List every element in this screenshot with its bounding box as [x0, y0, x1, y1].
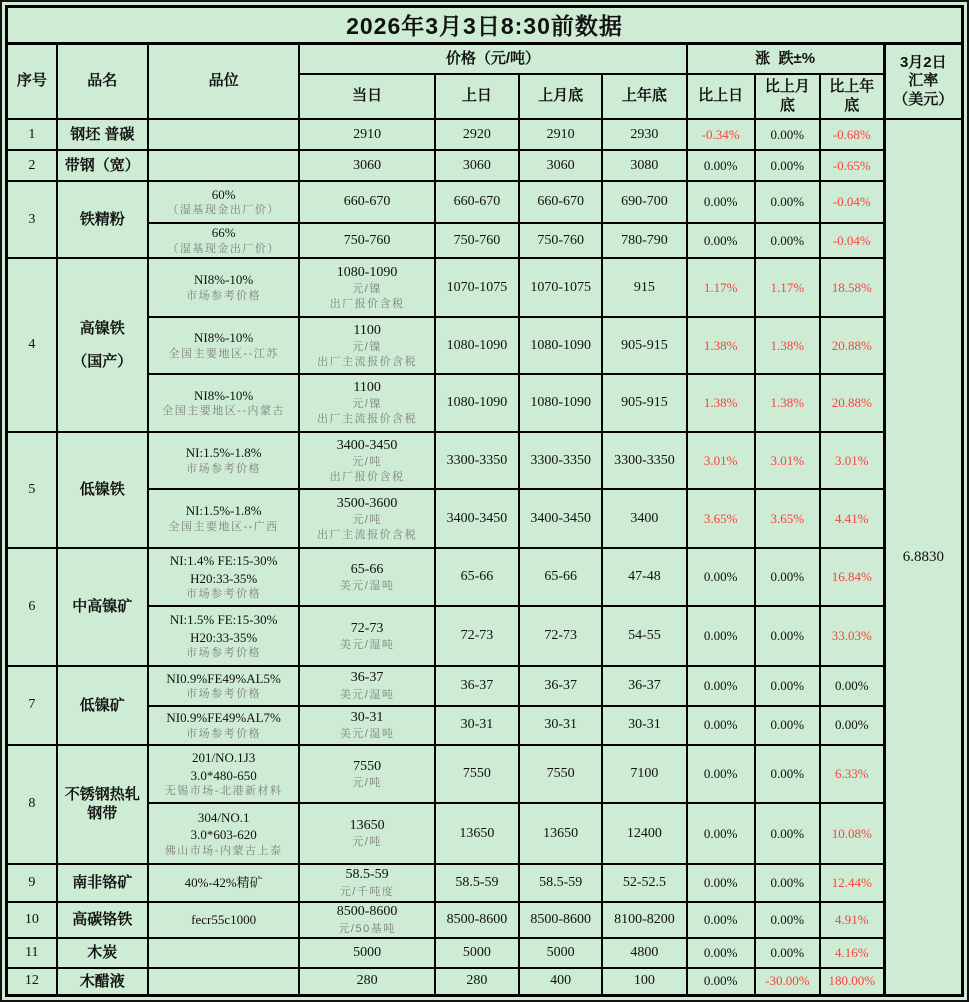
- table-row: [7, 864, 963, 902]
- price-day-cell: [299, 548, 434, 607]
- price-prev-month-cell: 400: [519, 968, 602, 996]
- price-prev-month-cell: 3060: [519, 150, 602, 181]
- price-prev-month-cell: 72-73: [519, 606, 602, 666]
- grade-main: 201/NO.1J3: [192, 750, 256, 766]
- price-main: 3500-3600: [336, 495, 398, 511]
- price-unit: 美元/湿吨: [339, 728, 395, 741]
- seq-cell: 9: [7, 864, 57, 902]
- pct-vs-day-cell: 0.00%: [687, 745, 755, 804]
- price-prev-month-cell: 660-670: [519, 181, 602, 223]
- price-day-cell: 750-760: [299, 223, 434, 258]
- pct-vs-day-cell: 0.00%: [687, 150, 755, 181]
- price-day-cell: [299, 666, 434, 706]
- price-day-cell: [299, 317, 434, 374]
- price-prev-month-cell: 13650: [519, 803, 602, 864]
- price-note: 出厂报价含税: [329, 297, 405, 310]
- price-prev-year-cell: 2930: [602, 119, 686, 150]
- seq-cell: 1: [7, 119, 57, 150]
- pct-vs-year-cell: 16.84%: [820, 548, 884, 607]
- name-cell: [57, 548, 148, 666]
- pct-vs-month-cell: 0.00%: [755, 181, 820, 223]
- grade-note: 佛山市场-内蒙古上泰: [164, 844, 283, 857]
- grade-cell: [148, 317, 299, 374]
- table-row: [7, 803, 963, 864]
- pct-vs-year-cell: 4.91%: [820, 902, 884, 938]
- grade-cell: [148, 706, 299, 745]
- price-prev-year-cell: 54-55: [602, 606, 686, 666]
- col-header-prev-day: 上日: [435, 74, 519, 119]
- grade-cell: [148, 864, 299, 902]
- grade-cell: [148, 489, 299, 548]
- name-cell: [57, 864, 148, 902]
- price-day-cell: [299, 706, 434, 745]
- table-row: [7, 902, 963, 938]
- grade-note: 全国主要地区--广西: [168, 520, 279, 533]
- pct-vs-day-cell: 0.00%: [687, 968, 755, 996]
- price-note: 出厂主流报价含税: [317, 355, 418, 368]
- seq-cell: 7: [7, 666, 57, 745]
- price-prev-year-cell: 52-52.5: [602, 864, 686, 902]
- pct-vs-year-cell: 12.44%: [820, 864, 884, 902]
- name-line: 木醋液: [79, 972, 125, 990]
- col-header-change-group: 涨 跌±%: [687, 43, 885, 74]
- price-unit: 美元/湿吨: [339, 579, 395, 592]
- price-prev-day-cell: 8500-8600: [435, 902, 519, 938]
- grade-main: NI:1.4% FE:15-30%: [169, 553, 278, 569]
- pct-vs-year-cell: 33.03%: [820, 606, 884, 666]
- price-main: 13650: [349, 818, 385, 834]
- name-line: 不锈钢热轧: [64, 785, 140, 803]
- col-header-prev-year: 上年底: [602, 74, 686, 119]
- pct-vs-month-cell: 0.00%: [755, 119, 820, 150]
- grade-note: 市场参考价格: [186, 462, 262, 475]
- table-row: [7, 548, 963, 607]
- price-prev-month-cell: 65-66: [519, 548, 602, 607]
- name-line: 铁精粉: [79, 210, 125, 228]
- price-unit: 元/千吨度: [339, 885, 395, 898]
- price-prev-month-cell: 30-31: [519, 706, 602, 745]
- price-prev-day-cell: 36-37: [435, 666, 519, 706]
- price-prev-day-cell: 750-760: [435, 223, 519, 258]
- name-line: 钢坯 普碳: [70, 126, 135, 144]
- price-prev-day-cell: 1080-1090: [435, 317, 519, 374]
- price-day-cell: [299, 745, 434, 804]
- col-header-grade: 品位: [148, 43, 299, 119]
- price-main: 1100: [353, 380, 381, 396]
- grade-cell: [148, 902, 299, 938]
- fx-header-line: 3月2日: [899, 53, 947, 71]
- price-prev-month-cell: 1080-1090: [519, 374, 602, 431]
- pct-vs-year-cell: -0.68%: [820, 119, 884, 150]
- price-prev-year-cell: 36-37: [602, 666, 686, 706]
- grade-main: H20:33-35%: [190, 570, 258, 586]
- name-line: 高镍铁: [79, 319, 125, 337]
- price-day-cell: 5000: [299, 938, 434, 968]
- price-main: 1100: [353, 322, 381, 338]
- grade-cell: [148, 548, 299, 607]
- col-header-vs-prev-year: 比上年底: [820, 74, 884, 119]
- pct-vs-year-cell: 4.16%: [820, 938, 884, 968]
- price-prev-day-cell: 3300-3350: [435, 432, 519, 489]
- price-day-cell: [299, 374, 434, 431]
- price-prev-year-cell: 4800: [602, 938, 686, 968]
- pct-vs-day-cell: 3.65%: [687, 489, 755, 548]
- name-line: 低镍矿: [79, 696, 125, 714]
- col-header-price-group: 价格（元/吨）: [299, 43, 686, 74]
- table-row: [7, 938, 963, 968]
- pct-vs-day-cell: 1.38%: [687, 374, 755, 431]
- price-prev-year-cell: 100: [602, 968, 686, 996]
- pct-vs-year-cell: -0.04%: [820, 223, 884, 258]
- table-row: [7, 706, 963, 745]
- pct-vs-year-cell: 0.00%: [820, 706, 884, 745]
- price-main: 30-31: [350, 709, 384, 725]
- grade-cell: [148, 606, 299, 666]
- pct-vs-year-cell: 4.41%: [820, 489, 884, 548]
- table-row: [7, 968, 963, 996]
- name-line: 低镍铁: [79, 481, 125, 499]
- pct-vs-month-cell: 1.38%: [755, 374, 820, 431]
- pct-vs-year-cell: 20.88%: [820, 374, 884, 431]
- pct-vs-day-cell: 0.00%: [687, 223, 755, 258]
- grade-main: NI:1.5%-1.8%: [185, 503, 262, 519]
- grade-main: NI:1.5% FE:15-30%: [169, 612, 278, 628]
- name-line: 高碳铬铁: [72, 911, 133, 929]
- price-prev-month-cell: 8500-8600: [519, 902, 602, 938]
- col-header-prev-month: 上月底: [519, 74, 602, 119]
- col-header-day: 当日: [299, 74, 434, 119]
- price-prev-day-cell: 5000: [435, 938, 519, 968]
- price-unit: 元/镍: [352, 340, 382, 353]
- pct-vs-month-cell: 3.65%: [755, 489, 820, 548]
- price-prev-year-cell: 7100: [602, 745, 686, 804]
- pct-vs-month-cell: -30.00%: [755, 968, 820, 996]
- grade-cell: [148, 258, 299, 317]
- pct-vs-day-cell: 0.00%: [687, 902, 755, 938]
- price-unit: 元/吨: [352, 455, 382, 468]
- grade-note: （湿基现金出厂价）: [167, 204, 280, 217]
- grade-cell: [148, 119, 299, 150]
- pct-vs-day-cell: 0.00%: [687, 181, 755, 223]
- price-unit: 美元/湿吨: [339, 638, 395, 651]
- col-header-seq: 序号: [7, 43, 57, 119]
- price-prev-month-cell: 750-760: [519, 223, 602, 258]
- col-header-vs-prev-day: 比上日: [687, 74, 755, 119]
- price-prev-year-cell: 8100-8200: [602, 902, 686, 938]
- price-unit: 美元/湿吨: [339, 688, 395, 701]
- seq-cell: 11: [7, 938, 57, 968]
- pct-vs-month-cell: 0.00%: [755, 938, 820, 968]
- grade-note: 无锡市场-北港新材料: [164, 785, 283, 798]
- table-row: [7, 119, 963, 150]
- seq-cell: 4: [7, 258, 57, 431]
- table-row: [7, 317, 963, 374]
- grade-cell: [148, 181, 299, 223]
- pct-vs-day-cell: 0.00%: [687, 938, 755, 968]
- seq-cell: 3: [7, 181, 57, 258]
- pct-vs-day-cell: 3.01%: [687, 432, 755, 489]
- header-row-groups: [7, 43, 963, 74]
- price-day-cell: 2910: [299, 119, 434, 150]
- price-prev-year-cell: 3400: [602, 489, 686, 548]
- price-prev-year-cell: 12400: [602, 803, 686, 864]
- price-day-cell: 280: [299, 968, 434, 996]
- price-prev-month-cell: 5000: [519, 938, 602, 968]
- pct-vs-year-cell: 10.08%: [820, 803, 884, 864]
- grade-main: 40%-42%精矿: [184, 875, 263, 891]
- price-prev-year-cell: 690-700: [602, 181, 686, 223]
- pct-vs-month-cell: 0.00%: [755, 864, 820, 902]
- price-prev-year-cell: 47-48: [602, 548, 686, 607]
- grade-main: 304/NO.1: [197, 809, 250, 825]
- grade-note: 全国主要地区--江苏: [168, 347, 279, 360]
- price-unit: 元/吨: [352, 513, 382, 526]
- pct-vs-year-cell: -0.04%: [820, 181, 884, 223]
- price-prev-year-cell: 30-31: [602, 706, 686, 745]
- price-unit: 元/吨: [352, 776, 382, 789]
- table-row: [7, 374, 963, 431]
- pct-vs-day-cell: 0.00%: [687, 864, 755, 902]
- price-prev-month-cell: 1070-1075: [519, 258, 602, 317]
- price-prev-month-cell: 36-37: [519, 666, 602, 706]
- grade-cell: [148, 432, 299, 489]
- grade-cell: [148, 745, 299, 804]
- grade-note: 全国主要地区--内蒙古: [162, 405, 286, 418]
- price-day-cell: 3060: [299, 150, 434, 181]
- name-line: （国产）: [72, 353, 133, 371]
- price-day-cell: [299, 432, 434, 489]
- price-main: 3400-3450: [336, 437, 398, 453]
- grade-cell: [148, 666, 299, 706]
- pct-vs-month-cell: 0.00%: [755, 803, 820, 864]
- price-note: 出厂报价含税: [329, 470, 405, 483]
- pct-vs-day-cell: 1.17%: [687, 258, 755, 317]
- table-row: [7, 223, 963, 258]
- grade-main: NI8%-10%: [194, 387, 254, 403]
- pct-vs-month-cell: 0.00%: [755, 150, 820, 181]
- price-main: 1080-1090: [336, 264, 398, 280]
- data-table: [5, 5, 964, 997]
- name-cell: [57, 432, 148, 548]
- title-row: [7, 7, 963, 44]
- price-note: 出厂主流报价含税: [317, 413, 418, 426]
- fx-header-line: 汇率: [908, 72, 939, 90]
- pct-vs-day-cell: 0.00%: [687, 706, 755, 745]
- price-prev-day-cell: 72-73: [435, 606, 519, 666]
- table-row: [7, 181, 963, 223]
- pct-vs-year-cell: 18.58%: [820, 258, 884, 317]
- table-row: [7, 432, 963, 489]
- price-prev-day-cell: 3400-3450: [435, 489, 519, 548]
- price-unit: 元/50基吨: [338, 922, 396, 935]
- seq-cell: 10: [7, 902, 57, 938]
- fx-header-line: （美元）: [893, 91, 954, 109]
- pct-vs-month-cell: 1.17%: [755, 258, 820, 317]
- seq-cell: 2: [7, 150, 57, 181]
- grade-cell: [148, 374, 299, 431]
- grade-main: fecr55c1000: [191, 912, 257, 928]
- pct-vs-day-cell: 0.00%: [687, 606, 755, 666]
- price-prev-day-cell: 660-670: [435, 181, 519, 223]
- name-cell: [57, 258, 148, 431]
- grade-note: 市场参考价格: [186, 688, 262, 701]
- name-cell: [57, 938, 148, 968]
- grade-cell: [148, 968, 299, 996]
- table-row: [7, 745, 963, 804]
- price-prev-day-cell: 2920: [435, 119, 519, 150]
- col-header-vs-prev-month: 比上月底: [755, 74, 820, 119]
- table-row: [7, 489, 963, 548]
- name-cell: [57, 902, 148, 938]
- pct-vs-year-cell: 180.00%: [820, 968, 884, 996]
- name-cell: [57, 666, 148, 745]
- name-cell: [57, 745, 148, 864]
- pct-vs-month-cell: 0.00%: [755, 548, 820, 607]
- price-prev-day-cell: 7550: [435, 745, 519, 804]
- price-prev-month-cell: 7550: [519, 745, 602, 804]
- grade-main: H20:33-35%: [190, 629, 258, 645]
- price-prev-day-cell: 280: [435, 968, 519, 996]
- seq-cell: 8: [7, 745, 57, 864]
- price-prev-day-cell: 13650: [435, 803, 519, 864]
- grade-main: 66%: [211, 225, 236, 241]
- grade-main: NI8%-10%: [194, 272, 254, 288]
- price-main: 58.5-59: [345, 867, 389, 883]
- pct-vs-month-cell: 0.00%: [755, 902, 820, 938]
- pct-vs-year-cell: 3.01%: [820, 432, 884, 489]
- page-title: 2026年3月3日8:30前数据: [7, 7, 963, 44]
- name-cell: [57, 968, 148, 996]
- pct-vs-month-cell: 0.00%: [755, 706, 820, 745]
- price-prev-year-cell: 905-915: [602, 317, 686, 374]
- grade-cell: [148, 223, 299, 258]
- table-row: [7, 258, 963, 317]
- seq-cell: 6: [7, 548, 57, 666]
- pct-vs-month-cell: 0.00%: [755, 745, 820, 804]
- pct-vs-day-cell: 0.00%: [687, 803, 755, 864]
- grade-main: 3.0*603-620: [190, 827, 257, 843]
- price-main: 72-73: [350, 620, 384, 636]
- grade-note: 市场参考价格: [186, 727, 262, 740]
- price-prev-month-cell: 3300-3350: [519, 432, 602, 489]
- pct-vs-month-cell: 3.01%: [755, 432, 820, 489]
- price-main: 7550: [353, 758, 382, 774]
- price-day-cell: [299, 902, 434, 938]
- name-line: 钢带: [87, 805, 118, 823]
- price-unit: 元/吨: [352, 836, 382, 849]
- col-header-fx: [884, 43, 962, 119]
- price-prev-month-cell: 2910: [519, 119, 602, 150]
- price-main: 65-66: [350, 561, 384, 577]
- table-row: [7, 606, 963, 666]
- price-main: 8500-8600: [336, 904, 398, 920]
- pct-vs-day-cell: -0.34%: [687, 119, 755, 150]
- price-prev-year-cell: 780-790: [602, 223, 686, 258]
- seq-cell: 12: [7, 968, 57, 996]
- price-prev-day-cell: 58.5-59: [435, 864, 519, 902]
- price-prev-month-cell: 58.5-59: [519, 864, 602, 902]
- pct-vs-month-cell: 0.00%: [755, 223, 820, 258]
- grade-main: NI:1.5%-1.8%: [185, 445, 262, 461]
- grade-cell: [148, 938, 299, 968]
- price-note: 出厂主流报价含税: [317, 528, 418, 541]
- price-unit: 元/镍: [352, 398, 382, 411]
- price-prev-year-cell: 3080: [602, 150, 686, 181]
- price-day-cell: [299, 864, 434, 902]
- pct-vs-day-cell: 1.38%: [687, 317, 755, 374]
- grade-note: （湿基现金出厂价）: [167, 243, 280, 256]
- grade-main: 60%: [211, 186, 236, 202]
- grade-main: NI0.9%FE49%AL7%: [166, 710, 281, 726]
- pct-vs-day-cell: 0.00%: [687, 666, 755, 706]
- price-prev-year-cell: 905-915: [602, 374, 686, 431]
- pct-vs-month-cell: 0.00%: [755, 666, 820, 706]
- grade-main: NI0.9%FE49%AL5%: [166, 670, 281, 686]
- pct-vs-year-cell: -0.65%: [820, 150, 884, 181]
- price-prev-day-cell: 30-31: [435, 706, 519, 745]
- price-day-cell: [299, 489, 434, 548]
- price-day-cell: [299, 258, 434, 317]
- price-prev-day-cell: 1070-1075: [435, 258, 519, 317]
- pct-vs-year-cell: 6.33%: [820, 745, 884, 804]
- pct-vs-month-cell: 1.38%: [755, 317, 820, 374]
- price-prev-day-cell: 1080-1090: [435, 374, 519, 431]
- name-line: 带钢（宽）: [64, 156, 140, 174]
- price-prev-day-cell: 65-66: [435, 548, 519, 607]
- price-prev-month-cell: 3400-3450: [519, 489, 602, 548]
- col-header-name: 品名: [57, 43, 148, 119]
- pct-vs-month-cell: 0.00%: [755, 606, 820, 666]
- table-row: [7, 666, 963, 706]
- price-day-cell: 660-670: [299, 181, 434, 223]
- grade-note: 市场参考价格: [186, 588, 262, 601]
- pct-vs-year-cell: 20.88%: [820, 317, 884, 374]
- price-prev-day-cell: 3060: [435, 150, 519, 181]
- price-prev-year-cell: 915: [602, 258, 686, 317]
- grade-main: NI8%-10%: [194, 330, 254, 346]
- price-day-cell: [299, 606, 434, 666]
- price-unit: 元/镍: [352, 282, 382, 295]
- name-cell: [57, 150, 148, 181]
- name-cell: [57, 181, 148, 258]
- grade-note: 市场参考价格: [186, 647, 262, 660]
- seq-cell: 5: [7, 432, 57, 548]
- name-line: 木炭: [87, 943, 118, 961]
- name-line: 南非铬矿: [72, 874, 133, 892]
- fx-rate-cell: 6.8830: [884, 119, 962, 995]
- price-prev-month-cell: 1080-1090: [519, 317, 602, 374]
- price-main: 36-37: [350, 670, 384, 686]
- pct-vs-year-cell: 0.00%: [820, 666, 884, 706]
- price-prev-year-cell: 3300-3350: [602, 432, 686, 489]
- grade-cell: [148, 803, 299, 864]
- name-line: 中高镍矿: [72, 598, 133, 616]
- price-day-cell: [299, 803, 434, 864]
- grade-note: 市场参考价格: [186, 289, 262, 302]
- grade-cell: [148, 150, 299, 181]
- name-cell: [57, 119, 148, 150]
- pct-vs-day-cell: 0.00%: [687, 548, 755, 607]
- grade-main: 3.0*480-650: [190, 767, 257, 783]
- table-row: [7, 150, 963, 181]
